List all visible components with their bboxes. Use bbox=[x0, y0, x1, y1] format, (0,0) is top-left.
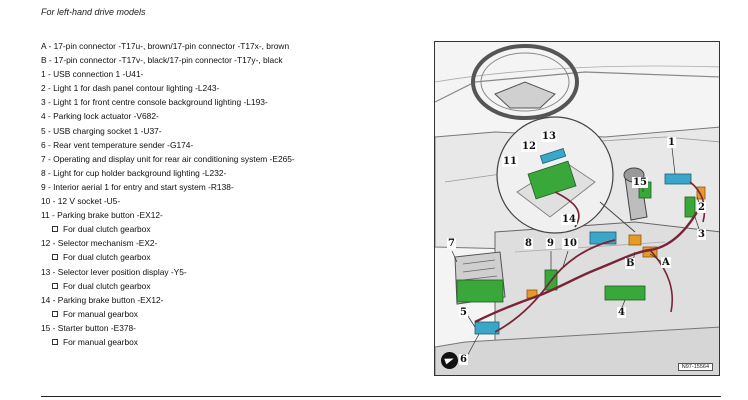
callout-10: 10 bbox=[563, 238, 577, 249]
legend-item: 2 - Light 1 for dash panel contour lighting -L243- bbox=[41, 83, 220, 94]
legend-note bbox=[41, 335, 421, 349]
callout-7: 7 bbox=[448, 238, 455, 249]
callout-2: 2 bbox=[698, 202, 705, 213]
callout-3: 3 bbox=[698, 229, 705, 240]
callout-1: 1 bbox=[668, 137, 675, 148]
legend-note bbox=[41, 222, 421, 236]
figure-code: N97-15564 bbox=[678, 363, 713, 371]
callout-11: 11 bbox=[503, 156, 517, 167]
legend-item: 11 - Parking brake button -EX12- bbox=[41, 210, 163, 221]
legend-item: 3 - Light 1 for front centre console background lighting -L193- bbox=[41, 97, 268, 108]
legend-note-text: For manual gearbox bbox=[63, 336, 138, 347]
legend-note-text: For dual clutch gearbox bbox=[63, 280, 151, 291]
legend-item: 8 - Light for cup holder background lighting -L232- bbox=[41, 167, 227, 178]
component-legend bbox=[41, 39, 421, 349]
callout-5: 5 bbox=[460, 307, 467, 318]
callout-4: 4 bbox=[618, 307, 625, 318]
callout-12: 12 bbox=[522, 141, 536, 152]
installation-diagram bbox=[434, 41, 720, 376]
diagram-drawing bbox=[435, 42, 720, 376]
legend-note bbox=[41, 307, 421, 321]
callout-13: 13 bbox=[542, 131, 556, 142]
checkbox-bullet-icon bbox=[52, 339, 58, 345]
bottom-divider bbox=[41, 396, 721, 397]
legend-item: 1 - USB connection 1 -U41- bbox=[41, 69, 144, 80]
callout-9: 9 bbox=[547, 238, 554, 249]
page-heading: For left-hand drive models bbox=[41, 7, 146, 17]
legend-item: A - 17-pin connector -T17u-, brown/17-pin connector -T17x-, brown bbox=[41, 41, 290, 51]
callout-6: 6 bbox=[460, 354, 467, 365]
legend-item: 7 - Operating and display unit for rear air conditioning system -E265- bbox=[41, 153, 295, 164]
callout-B: B bbox=[626, 258, 635, 269]
legend-note bbox=[41, 250, 421, 264]
legend-note-text: For manual gearbox bbox=[63, 308, 138, 319]
legend-note-text: For dual clutch gearbox bbox=[63, 252, 151, 263]
legend-item: 13 - Selector lever position display -Y5- bbox=[41, 266, 187, 277]
legend-item: 10 - 12 V socket -U5- bbox=[41, 196, 121, 207]
legend-note-text: For dual clutch gearbox bbox=[63, 224, 151, 235]
legend-item: 12 - Selector mechanism -EX2- bbox=[41, 238, 158, 249]
checkbox-bullet-icon bbox=[52, 226, 58, 232]
legend-item: 4 - Parking lock actuator -V682- bbox=[41, 111, 159, 122]
callout-15: 15 bbox=[633, 177, 647, 188]
legend-item: 9 - Interior aerial 1 for entry and start system -R138- bbox=[41, 181, 234, 192]
legend-item: 15 - Starter button -E378- bbox=[41, 322, 136, 333]
checkbox-bullet-icon bbox=[52, 254, 58, 260]
legend-item: 5 - USB charging socket 1 -U37- bbox=[41, 125, 162, 136]
checkbox-bullet-icon bbox=[52, 311, 58, 317]
legend-item: 14 - Parking brake button -EX12- bbox=[41, 294, 164, 305]
callout-14: 14 bbox=[562, 214, 576, 225]
callout-8: 8 bbox=[525, 238, 532, 249]
legend-item: B - 17-pin connector -T17v-, black/17-pin connector -T17y-, black bbox=[41, 55, 283, 66]
legend-item: 6 - Rear vent temperature sender -G174- bbox=[41, 139, 194, 150]
checkbox-bullet-icon bbox=[52, 283, 58, 289]
legend-note bbox=[41, 279, 421, 293]
callout-A: A bbox=[662, 257, 670, 268]
orientation-arrow-icon bbox=[441, 352, 458, 369]
